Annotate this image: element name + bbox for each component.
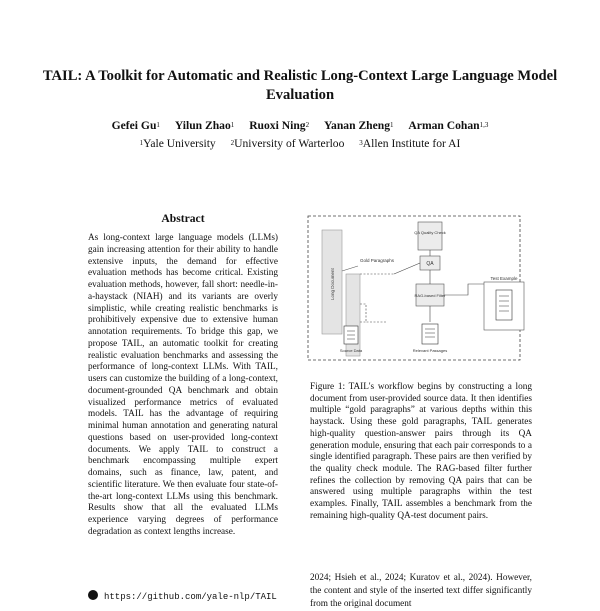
github-icon [88,590,98,600]
affiliation: $^2$University of Warterloo [230,137,345,150]
gold-paragraphs-label: Gold Paragraphs [360,258,395,263]
author: Arman Cohan$^{1,3}$ [408,119,489,132]
source-data-label: Source Data [339,348,363,353]
github-link-row[interactable] [88,590,288,602]
author: Yanan Zheng$^1$ [323,119,394,132]
relevant-passages-label: Relevant Passages [412,348,448,353]
abstract-heading: Abstract [161,212,205,225]
qa-quality-check-box [418,222,442,250]
author: Yilun Zhao$^1$ [174,119,235,132]
affiliation: $^3$Allen Institute for AI [359,137,461,150]
relevant-passages-icon [422,324,438,344]
author: Gefei Gu$^1$ [111,119,160,132]
paper-title: TAIL: A Toolkit for Automatic and Realistic Long-Context Large Language Model Evaluation [42,68,558,103]
author-list [40,119,560,133]
test-example-label: Test Example [490,276,518,281]
figure-caption: Figure 1: TAIL's workflow begins by constructing a long document from user-provided source data. It then identifies multiple “gold paragraphs” at various depths within this haystack. Using these gold paragraphs, TAIL generates high-quality question-answer pairs through its QA generation module, ensuring that each pair corresponds to a single identified paragraph. These pairs are then verified by the quality check module. The RAG-based filter further refines the collection by removing QA pairs that can be answered using multiple paragraphs within the test examples. Finally, TAIL assembles a benchmark from the remaining high-quality QA-test document pairs. [310,382,532,521]
affiliation-list [40,137,560,151]
github-url[interactable]: https://github.com/yale-nlp/TAIL [104,592,277,602]
affiliation: $^1$Yale University [139,137,216,150]
qa-label: QA [426,261,434,267]
workflow-figure [306,214,532,370]
long-document-label: Long Document [330,268,335,300]
test-example-doc-icon [496,290,512,320]
abstract-text: As long-context large language models (LLMs) gain increasing attention for their ability to handle extensive inputs, the demand for effective evaluation methods has become critical. Existing evaluation methods, however, fall short: needle-in-a-haystack (NIAH) and its variants are overly simplistic, while creating realistic benchmarks is prohibitively expensive due to extensive human annotation requirements. To bridge this gap, we propose TAIL, an automatic toolkit for creating realistic evaluation benchmarks and assessing the performance of long-context LLMs. With TAIL, users can customize the building of a long-context, document-grounded QA benchmark and obtain visualized performance metrics of evaluated models. TAIL has the advantage of requiring minimal human annotation and generating natural questions based on user-provided long-context documents. We apply TAIL to construct a benchmark encompassing multiple expert domains, such as finance, law, patent, and scientific literature. We then evaluate four state-of-the-art long-context LLMs using this benchmark. Results show that all the evaluated LLMs experience varying degrees of performance degradation as context lengths increase. [88,233,278,537]
rag-filter-label: RAG-based Filter [414,293,446,298]
author: Ruoxi Ning$^2$ [249,119,310,132]
body-text: 2024; Hsieh et al., 2024; Kuratov et al., 2024). However, the content and style of the inserted text differ significantly from the original document [310,573,532,609]
qa-quality-check-label: QA Quality Check [414,230,446,235]
